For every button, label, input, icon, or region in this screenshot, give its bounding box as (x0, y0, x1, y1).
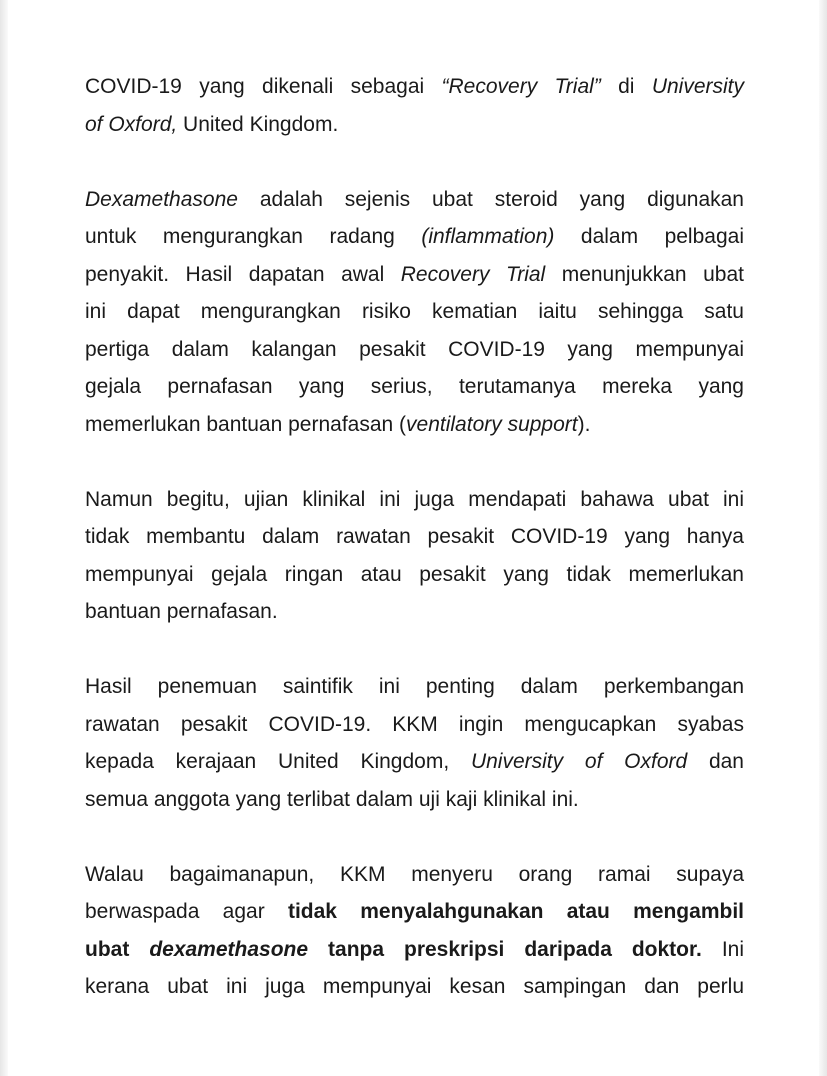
text-line (85, 593, 744, 631)
text-line (85, 368, 744, 406)
text-run: COVID-19 yang dikenali sebagai (85, 75, 442, 98)
text-run: rawatan pesakit COVID-19. KKM ingin mengucapkan syabas (85, 712, 744, 736)
text-line (85, 668, 744, 706)
text-run: adalah sejenis ubat steroid yang digunakan (237, 187, 744, 211)
text-run: Ini (701, 937, 745, 961)
text-line (85, 218, 744, 256)
text-line (85, 556, 744, 594)
text-run: untuk mengurangkan radang (85, 225, 422, 248)
italic-text: ventilatory support (406, 412, 578, 436)
paragraph-5 (85, 856, 744, 1006)
text-run: memerlukan bantuan pernafasan ( (85, 412, 407, 436)
text-run: ini dapat mengurangkan risiko kematian iaitu sehingga satu (85, 300, 744, 323)
italic-text: (inflammation) (421, 225, 555, 248)
text-run: Namun begitu, ujian klinikal ini juga mendapati bahawa ubat ini (85, 487, 744, 511)
text-line (85, 256, 744, 294)
page-edge-right (819, 0, 827, 1076)
text-line (85, 931, 744, 969)
italic-text: Dexamethasone (85, 187, 238, 211)
bold-text: tidak menyalahgunakan atau mengambil (287, 900, 744, 923)
text-run: di (600, 75, 652, 98)
text-run: dan (687, 750, 744, 773)
text-line (85, 743, 744, 781)
italic-text: University of Oxford (470, 750, 688, 773)
text-run: kepada kerajaan United Kingdom, (85, 750, 471, 773)
text-run: gejala pernafasan yang serius, terutamanya mereka yang (85, 375, 744, 398)
text-line (85, 893, 744, 931)
text-run: kerana ubat ini juga mempunyai kesan sampingan dan perlu (85, 975, 744, 998)
text-run: menunjukkan ubat (545, 262, 744, 286)
text-line (85, 293, 744, 331)
text-line (85, 968, 744, 1006)
paragraph-4 (85, 668, 744, 818)
text-run: Walau bagaimanapun, KKM menyeru orang ramai supaya (85, 862, 744, 886)
paragraph-2 (85, 181, 744, 444)
text-line (85, 706, 744, 744)
text-run: ). (577, 412, 591, 436)
italic-text: Recovery Trial (400, 262, 546, 286)
text-line (85, 68, 744, 106)
italic-text: “Recovery Trial” (441, 75, 601, 98)
text-line (85, 331, 744, 369)
text-run: bantuan pernafasan. (85, 600, 278, 623)
text-run: tidak membantu dalam rawatan pesakit COVID-19 yang hanya (85, 525, 744, 548)
text-line (85, 181, 744, 219)
text-run: dalam pelbagai (554, 225, 744, 248)
text-line (85, 406, 744, 444)
bold-text: ubat (85, 937, 150, 961)
text-line (85, 106, 744, 144)
italic-text: of Oxford, (85, 112, 178, 136)
text-line (85, 856, 744, 894)
italic-text: University (651, 75, 744, 98)
text-run: berwaspada agar (85, 900, 288, 923)
paragraph-3 (85, 481, 744, 631)
text-line (85, 781, 744, 819)
text-run: penyakit. Hasil dapatan awal (85, 262, 401, 286)
text-line (85, 481, 744, 519)
bold-text: tanpa preskripsi daripada doktor. (308, 937, 702, 961)
paragraph-1 (85, 68, 744, 143)
document-body (85, 68, 744, 1043)
page-edge-left (0, 0, 8, 1076)
text-line (85, 518, 744, 556)
text-run: mempunyai gejala ringan atau pesakit yang tidak memerlukan (85, 562, 744, 586)
text-run: United Kingdom. (177, 112, 339, 136)
bold-italic-text: dexamethasone (149, 937, 309, 961)
text-run: pertiga dalam kalangan pesakit COVID-19 yang mempunyai (85, 337, 744, 361)
text-run: semua anggota yang terlibat dalam uji kaji klinikal ini. (85, 787, 579, 811)
text-run: Hasil penemuan saintifik ini penting dalam perkembangan (85, 675, 744, 698)
